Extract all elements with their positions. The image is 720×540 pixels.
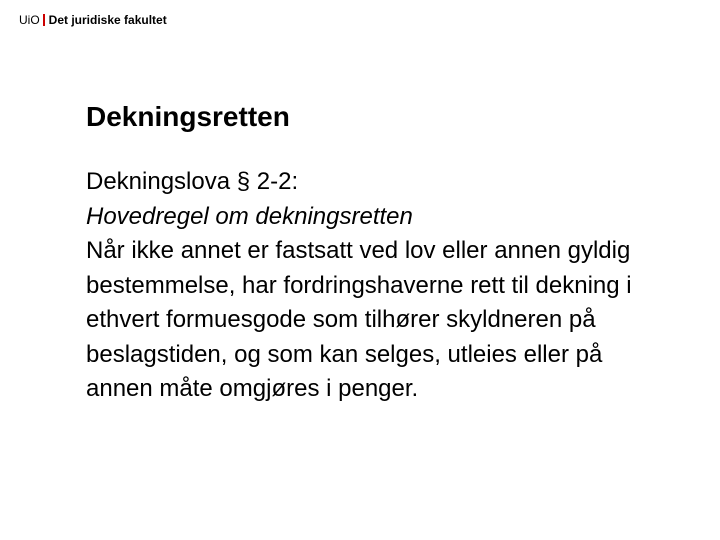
law-reference: Dekningslova § 2-2: — [86, 168, 299, 195]
uio-logo: UiO — [19, 13, 40, 27]
logo-separator — [43, 14, 45, 26]
header-bar — [19, 11, 167, 29]
slide-body — [86, 165, 666, 407]
faculty-name: Det juridiske fakultet — [48, 13, 167, 27]
rule-subtitle: Hovedregel om dekningsretten — [86, 202, 413, 230]
slide-title: Dekningsretten — [86, 101, 290, 132]
rule-paragraph: Når ikke annet er fastsatt ved lov eller annen gyldig bestemmelse, har fordringshaverne rett til dekning i ethvert formuesgode som tilhører skyldneren på beslagstiden, og som kan selges, utleies eller på annen måte omgjøres i penger. — [86, 237, 632, 402]
